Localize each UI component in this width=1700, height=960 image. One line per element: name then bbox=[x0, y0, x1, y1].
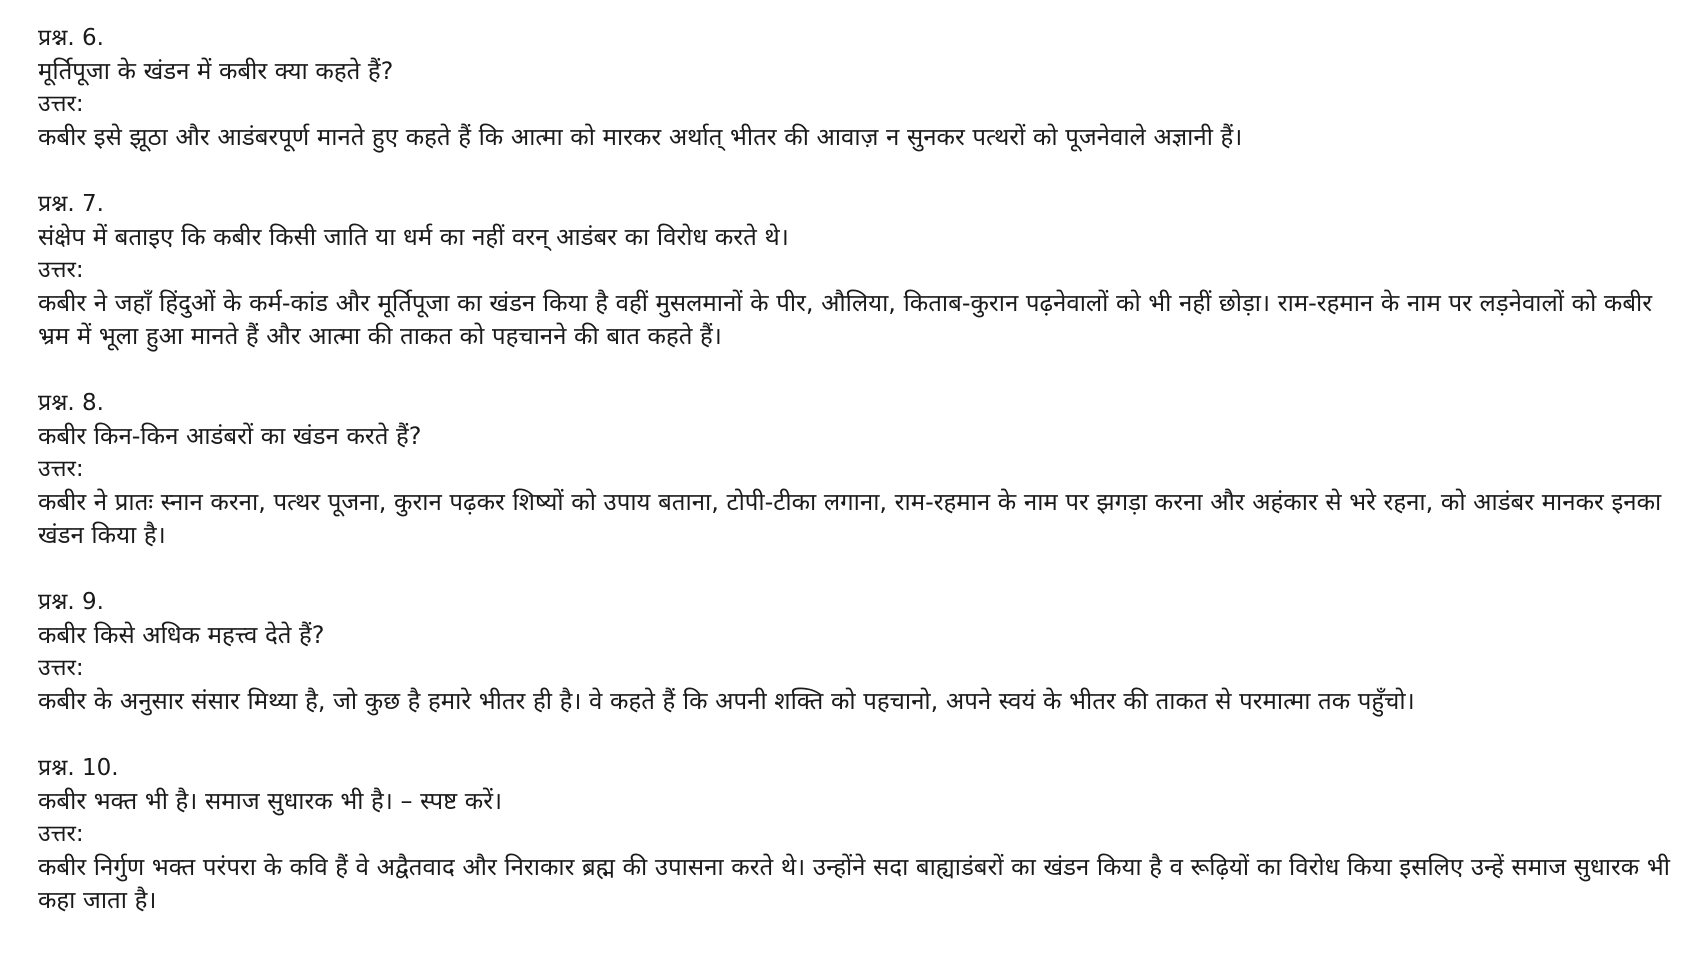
qa-document bbox=[38, 22, 1678, 951]
answer-label: उत्तर: bbox=[38, 821, 84, 847]
answer-text: कबीर निर्गुण भक्त परंपरा के कवि हैं वे अद्वैतवाद और निराकार ब्रह्म की उपासना करते थे। उन्होंने सदा बाह्याडंबरों का खंडन किया है व रूढ़ियों का विरोध किया इसलिए उन्हें समाज सुधारक भी कहा जाता है। bbox=[38, 853, 1670, 914]
question-number: प्रश्न. 9. bbox=[38, 589, 104, 615]
qa-block-7 bbox=[38, 188, 1678, 353]
answer-label: उत्तर: bbox=[38, 257, 84, 283]
answer-text: कबीर ने प्रातः स्नान करना, पत्थर पूजना, कुरान पढ़कर शिष्यों को उपाय बताना, टोपी-टीका लगाना, राम-रहमान के नाम पर झगड़ा करना और अहंकार से भरे रहना, को आडंबर मानकर इनका खंडन किया है। bbox=[38, 488, 1662, 549]
question-text: मूर्तिपूजा के खंडन में कबीर क्या कहते हैं? bbox=[38, 57, 394, 85]
question-text: कबीर भक्त भी है। समाज सुधारक भी है। – स्पष्ट करें। bbox=[38, 787, 503, 815]
qa-block-6 bbox=[38, 22, 1678, 154]
answer-text: कबीर इसे झूठा और आडंबरपूर्ण मानते हुए कहते हैं कि आत्मा को मारकर अर्थात् भीतर की आवाज़ न सुनकर पत्थरों को पूजनेवाले अज्ञानी हैं। bbox=[38, 123, 1243, 151]
qa-block-9 bbox=[38, 586, 1678, 718]
answer-label: उत्तर: bbox=[38, 655, 84, 681]
question-text: संक्षेप में बताइए कि कबीर किसी जाति या धर्म का नहीं वरन् आडंबर का विरोध करते थे। bbox=[38, 223, 789, 251]
answer-label: उत्तर: bbox=[38, 456, 84, 482]
answer-label: उत्तर: bbox=[38, 91, 84, 117]
answer-text: कबीर ने जहाँ हिंदुओं के कर्म-कांड और मूर्तिपूजा का खंडन किया है वहीं मुसलमानों के पीर, औलिया, किताब-कुरान पढ़नेवालों को भी नहीं छोड़ा। राम-रहमान के नाम पर लड़नेवालों को कबीर भ्रम में भूला हुआ मानते हैं और आत्मा की ताकत को पहचानने की बात कहते हैं। bbox=[38, 289, 1653, 350]
answer-text: कबीर के अनुसार संसार मिथ्या है, जो कुछ है हमारे भीतर ही है। वे कहते हैं कि अपनी शक्ति को पहचानो, अपने स्वयं के भीतर की ताकत से परमात्मा तक पहुँचो। bbox=[38, 687, 1415, 715]
question-text: कबीर किन-किन आडंबरों का खंडन करते हैं? bbox=[38, 422, 422, 450]
qa-block-10 bbox=[38, 752, 1678, 917]
question-text: कबीर किसे अधिक महत्त्व देते हैं? bbox=[38, 621, 325, 649]
question-number: प्रश्न. 6. bbox=[38, 25, 104, 51]
question-number: प्रश्न. 7. bbox=[38, 191, 104, 217]
question-number: प्रश्न. 8. bbox=[38, 390, 104, 416]
qa-block-8 bbox=[38, 387, 1678, 552]
question-number: प्रश्न. 10. bbox=[38, 755, 119, 781]
